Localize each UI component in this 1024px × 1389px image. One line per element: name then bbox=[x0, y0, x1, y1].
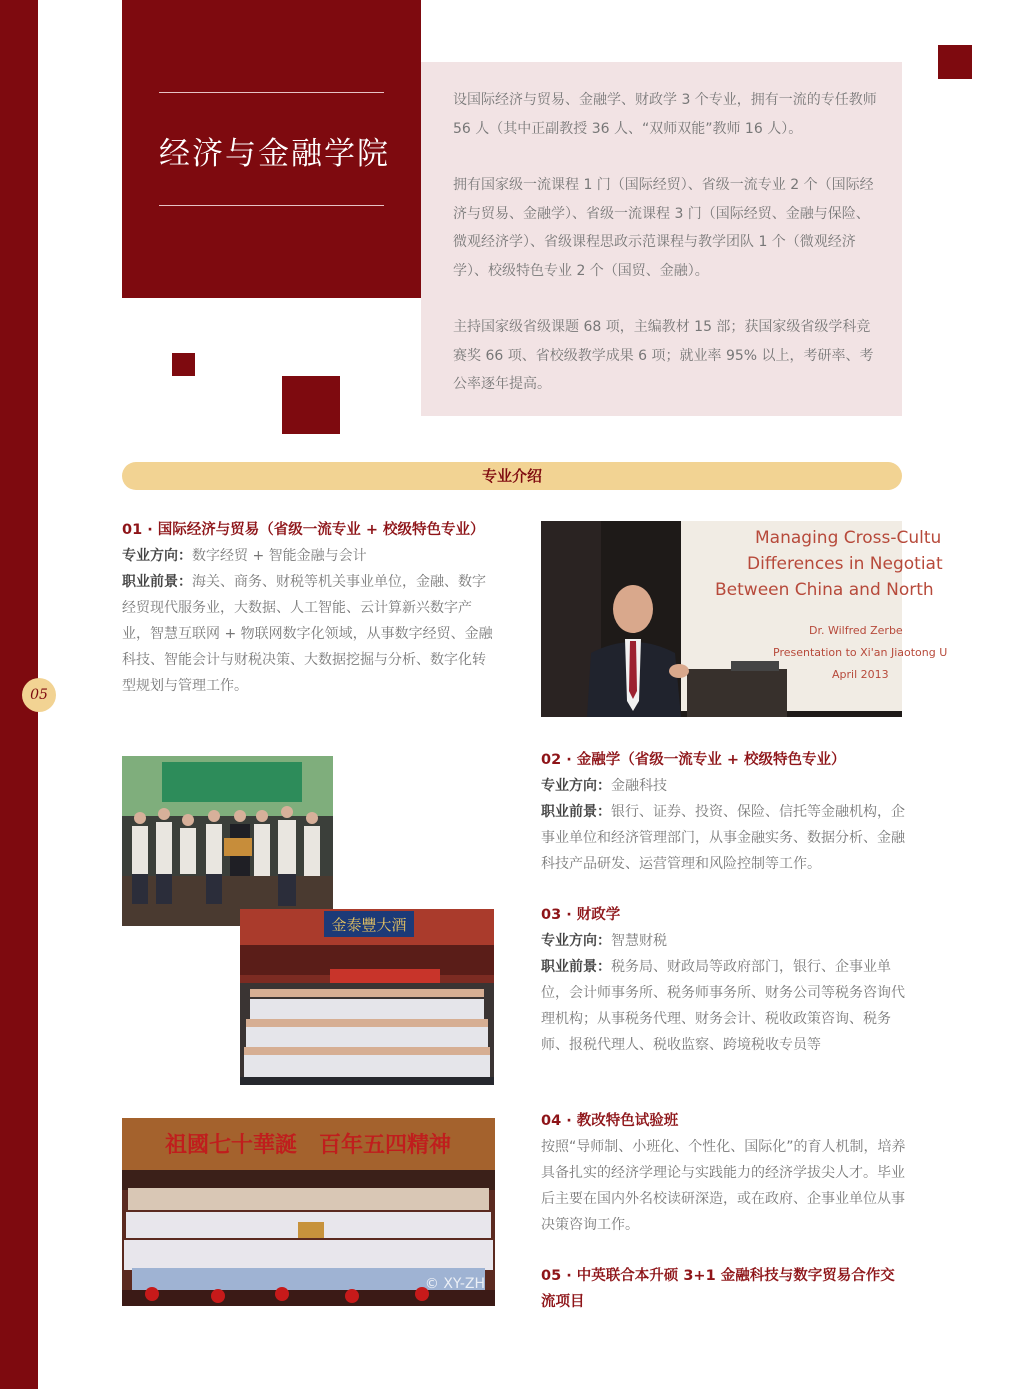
direction-label: 专业方向： bbox=[541, 933, 611, 949]
major-heading: 01 · 国际经济与贸易（省级一流专业 + 校级特色专业） bbox=[122, 522, 485, 538]
slide-line-5: Presentation to Xi'an Jiaotong U bbox=[773, 646, 948, 659]
major-04 bbox=[541, 1108, 907, 1238]
watermark: © XY-ZH bbox=[424, 1276, 485, 1292]
decor-square-small bbox=[172, 353, 195, 376]
major-05 bbox=[541, 1263, 907, 1315]
direction-label: 专业方向： bbox=[122, 548, 192, 564]
prospect-label: 职业前景： bbox=[122, 574, 192, 590]
slide-line-6: April 2013 bbox=[832, 668, 889, 681]
group-photo-1 bbox=[122, 756, 333, 926]
stage-banner-text: 祖國七十華誕 百年五四精神 bbox=[164, 1132, 452, 1158]
group-photo-2 bbox=[240, 909, 494, 1085]
major-01 bbox=[122, 517, 498, 699]
prospect-text: 银行、证券、投资、保险、信托等金融机构，企事业单位和经济管理部门，从事金融实务、数据分析、金融科技产品研发、运营管理和风险控制等工作。 bbox=[541, 804, 905, 872]
prospect-text: 税务局、财政局等政府部门，银行、企事业单位，会计师事务所、税务师事务所、财务公司等税务咨询代理机构；从事税务代理、财务会计、税收政策咨询、税务师、报税代理人、税收监察、跨境税收专员等 bbox=[541, 959, 905, 1053]
intro-paragraph-2: 拥有国家级一流课程 1 门（国际经贸）、省级一流专业 2 个（国际经济与贸易、金融学）、省级一流课程 3 门（国际经贸、金融与保险、微观经济学）、省级课程思政示范课程与教学团队 1 个（微观经济学）、校级特色专业 2 个（国贸、金融）。 bbox=[453, 177, 874, 279]
intro-panel bbox=[421, 62, 902, 416]
prospect-label: 职业前景： bbox=[541, 959, 611, 975]
lecture-photo bbox=[541, 521, 948, 717]
major-body: 按照“导师制、小班化、个性化、国际化”的育人机制，培养具备扎实的经济学理论与实践能力的经济学拔尖人才。毕业后主要在国内外名校读研深造，或在政府、企事业单位从事决策咨询工作。 bbox=[541, 1139, 906, 1233]
intro-paragraph-3: 主持国家级省级课题 68 项，主编教材 15 部；获国家级省级学科竞赛奖 66 项、省校级教学成果 6 项；就业率 95% 以上，考研率、考公率逐年提高。 bbox=[453, 319, 874, 392]
major-03 bbox=[541, 902, 907, 1058]
prospect-label: 职业前景： bbox=[541, 804, 611, 820]
title-rule-bottom bbox=[159, 205, 384, 206]
direction-text: 数字经贸 + 智能金融与会计 bbox=[192, 548, 367, 564]
decor-square-medium bbox=[282, 376, 340, 434]
slide-line-4: Dr. Wilfred Zerbe bbox=[809, 624, 903, 637]
college-title-block bbox=[122, 0, 421, 298]
intro-paragraph-1: 设国际经济与贸易、金融学、财政学 3 个专业，拥有一流的专任教师 56 人（其中正副教授 36 人、“双师双能”教师 16 人）。 bbox=[453, 92, 877, 137]
major-heading: 03 · 财政学 bbox=[541, 907, 621, 923]
prospect-text: 海关、商务、财税等机关事业单位，金融、数字经贸现代服务业，大数据、人工智能、云计算新兴数字产业，智慧互联网 + 物联网数字化领域，从事数字经贸、金融科技、智能会计与财税决策、大数据挖掘与分析、数字化转型规划与管理工作。 bbox=[122, 574, 493, 694]
decor-square-top-right bbox=[938, 45, 972, 79]
major-heading: 04 · 教改特色试验班 bbox=[541, 1113, 679, 1129]
title-rule-top bbox=[159, 92, 384, 93]
slide-line-2: Differences in Negotiat bbox=[747, 554, 943, 574]
college-title: 经济与金融学院 bbox=[159, 136, 390, 172]
group-photo-3 bbox=[122, 1118, 495, 1306]
page-number-badge: 05 bbox=[22, 678, 56, 712]
slide-line-1: Managing Cross-Cultu bbox=[755, 528, 942, 548]
slide-line-3: Between China and North bbox=[715, 580, 934, 600]
major-heading: 05 · 中英联合本升硕 3+1 金融科技与数字贸易合作交流项目 bbox=[541, 1268, 895, 1310]
direction-text: 金融科技 bbox=[611, 778, 667, 794]
direction-label: 专业方向： bbox=[541, 778, 611, 794]
major-02 bbox=[541, 747, 907, 877]
section-banner: 专业介绍 bbox=[122, 462, 902, 490]
restaurant-sign: 金泰豐大酒 bbox=[331, 916, 407, 934]
direction-text: 智慧财税 bbox=[611, 933, 667, 949]
major-heading: 02 · 金融学（省级一流专业 + 校级特色专业） bbox=[541, 752, 846, 768]
